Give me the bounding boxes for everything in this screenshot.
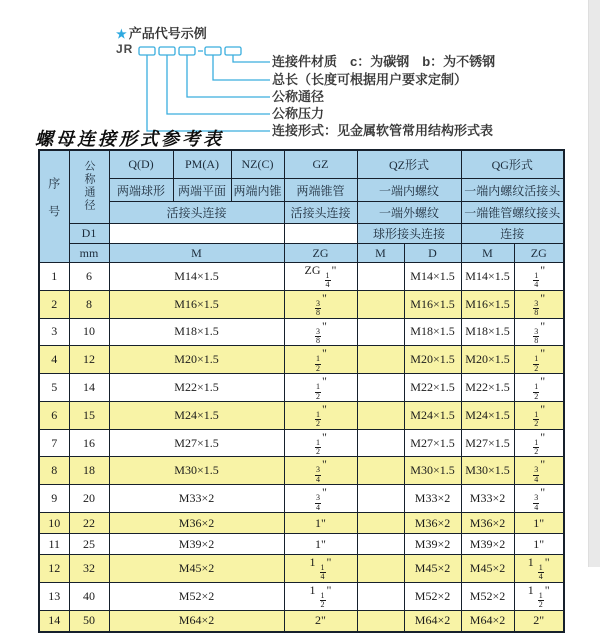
- cell-gz-zg: 1": [284, 513, 357, 534]
- cell-m: M18×1.5: [109, 318, 284, 346]
- cell-qz-d: M20×1.5: [404, 346, 461, 374]
- cell-qg-zg: $\frac{3}{8}$ ": [514, 318, 564, 346]
- cell-qg-m: M18×1.5: [461, 318, 514, 346]
- cell-qz-d: M24×1.5: [404, 401, 461, 429]
- code-box-5: [225, 47, 241, 55]
- header-desc-pma: 两端平面: [173, 179, 231, 202]
- cell-no: 10: [39, 513, 69, 534]
- header-desc-gz: 两端锥管: [284, 179, 357, 202]
- header-taper-thread-qg: 一端锥管螺纹接头: [461, 202, 564, 224]
- header-serial-no: 序号: [39, 150, 69, 263]
- cell-qg-m: M45×2: [461, 555, 514, 583]
- code-label-diameter: 公称通径: [272, 89, 325, 104]
- cell-qz-d: M27×1.5: [404, 429, 461, 457]
- header-unit-zg-qg: ZG: [514, 244, 564, 263]
- cell-m: M27×1.5: [109, 429, 284, 457]
- header-connection: 连接: [461, 224, 564, 244]
- cell-qz-m: [357, 534, 404, 555]
- cell-qg-m: M30×1.5: [461, 457, 514, 485]
- header-ball-joint-connection: 球形接头连接: [357, 224, 461, 244]
- cell-gz-zg: $\frac{3}{4}$ ": [284, 457, 357, 485]
- cell-no: 1: [39, 263, 69, 291]
- cell-no: 7: [39, 429, 69, 457]
- cell-m: M45×2: [109, 555, 284, 583]
- cell-qg-zg: $\frac{1}{2}$ ": [514, 429, 564, 457]
- cell-qg-zg: $\frac{1}{2}$ ": [514, 401, 564, 429]
- cell-qz-d: M64×2: [404, 610, 461, 632]
- table-row: [39, 513, 564, 534]
- table-row: [39, 534, 564, 555]
- table-row: [39, 374, 564, 402]
- table-title: 螺母连接形式参考表: [35, 129, 224, 149]
- cell-m: M64×2: [109, 610, 284, 632]
- cell-m: M20×1.5: [109, 346, 284, 374]
- table-row: [39, 318, 564, 346]
- code-label-connection: 连接形式：见金属软管常用结构形式表: [272, 123, 494, 138]
- header-form-pma: PM(A): [173, 150, 231, 179]
- cell-no: 8: [39, 457, 69, 485]
- table-row: [39, 429, 564, 457]
- cell-no: 9: [39, 485, 69, 513]
- cell-gz-zg: $\frac{3}{4}$ ": [284, 485, 357, 513]
- cell-no: 5: [39, 374, 69, 402]
- cell-qz-m: [357, 429, 404, 457]
- cell-qz-d: M22×1.5: [404, 374, 461, 402]
- header-empty-gz: [284, 224, 357, 244]
- cell-qg-zg: $\frac{3}{8}$ ": [514, 290, 564, 318]
- header-external-thread-qz: 一端外螺纹: [357, 202, 461, 224]
- header-unit-d-qz: D: [404, 244, 461, 263]
- cell-qg-zg: $\frac{1}{4}$ ": [514, 263, 564, 291]
- cell-qz-d: M36×2: [404, 513, 461, 534]
- cell-qz-d: M39×2: [404, 534, 461, 555]
- cell-gz-zg: $\frac{3}{8}$ ": [284, 318, 357, 346]
- code-label-length: 总长（长度可根据用户要求定制）: [272, 72, 468, 87]
- cell-qg-m: M39×2: [461, 534, 514, 555]
- cell-mm: 20: [69, 485, 109, 513]
- cell-qg-zg: 1 $\frac{1}{4}$ ": [514, 555, 564, 583]
- diagram-title-text: 产品代号示例: [128, 26, 207, 41]
- cell-qg-zg: $\frac{3}{4}$ ": [514, 457, 564, 485]
- header-unit-mm: mm: [69, 244, 109, 263]
- cell-qz-m: [357, 555, 404, 583]
- cell-qg-zg: $\frac{3}{4}$ ": [514, 485, 564, 513]
- cell-qz-d: M30×1.5: [404, 457, 461, 485]
- cell-mm: 32: [69, 555, 109, 583]
- diagram-title: [116, 23, 207, 42]
- cell-qg-m: M22×1.5: [461, 374, 514, 402]
- cell-qz-m: [357, 263, 404, 291]
- cell-no: 14: [39, 610, 69, 632]
- table-row: [39, 401, 564, 429]
- cell-m: M33×2: [109, 485, 284, 513]
- cell-m: M36×2: [109, 513, 284, 534]
- connector-line-1: [233, 55, 270, 62]
- connector-line-5: [147, 55, 270, 131]
- cell-no: 13: [39, 582, 69, 610]
- cell-gz-zg: $\frac{1}{2}$ ": [284, 401, 357, 429]
- cell-m: M24×1.5: [109, 401, 284, 429]
- header-empty-left: [109, 224, 284, 244]
- cell-qz-m: [357, 485, 404, 513]
- cell-m: M22×1.5: [109, 374, 284, 402]
- header-unit-m-qz: M: [357, 244, 404, 263]
- cell-gz-zg: 1 $\frac{1}{4}$ ": [284, 555, 357, 583]
- connector-line-2: [213, 55, 270, 80]
- star-icon: ★: [116, 27, 127, 41]
- header-nominal-diameter: 公称通径: [69, 150, 109, 224]
- header-desc-qz: 一端内螺纹: [357, 179, 461, 202]
- table-row: [39, 485, 564, 513]
- cell-gz-zg: $\frac{1}{2}$ ": [284, 429, 357, 457]
- header-form-qg: QG形式: [461, 150, 564, 179]
- cell-mm: 6: [69, 263, 109, 291]
- cell-qg-m: M64×2: [461, 610, 514, 632]
- code-box-4: [205, 47, 221, 55]
- header-form-gz: GZ: [284, 150, 357, 179]
- cell-mm: 12: [69, 346, 109, 374]
- cell-gz-zg: ZG $\frac{1}{4}$ ": [284, 263, 357, 291]
- cell-qg-zg: $\frac{1}{2}$ ": [514, 374, 564, 402]
- cell-mm: 8: [69, 290, 109, 318]
- cell-qg-m: M33×2: [461, 485, 514, 513]
- table-row: [39, 457, 564, 485]
- table-row: [39, 346, 564, 374]
- cell-qg-zg: 2": [514, 610, 564, 632]
- cell-mm: 22: [69, 513, 109, 534]
- cell-qz-m: [357, 457, 404, 485]
- table-row: [39, 582, 564, 610]
- header-unit-zg-gz: ZG: [284, 244, 357, 263]
- header-form-qd: Q(D): [109, 150, 173, 179]
- cell-qg-m: M16×1.5: [461, 290, 514, 318]
- cell-qz-d: M52×2: [404, 582, 461, 610]
- cell-mm: 16: [69, 429, 109, 457]
- cell-gz-zg: $\frac{3}{8}$ ": [284, 290, 357, 318]
- cell-qg-zg: $\frac{1}{2}$ ": [514, 346, 564, 374]
- cell-qz-m: [357, 346, 404, 374]
- code-box-1: [139, 47, 155, 55]
- cell-mm: 14: [69, 374, 109, 402]
- header-form-qz: QZ形式: [357, 150, 461, 179]
- code-label-material: 连接件材质 c：为碳钢 b：为不锈钢: [272, 54, 496, 69]
- table-row: [39, 263, 564, 291]
- cell-qg-zg: 1": [514, 513, 564, 534]
- table-row: [39, 290, 564, 318]
- cell-m: M39×2: [109, 534, 284, 555]
- cell-no: 11: [39, 534, 69, 555]
- cell-qz-m: [357, 610, 404, 632]
- cell-qz-d: M33×2: [404, 485, 461, 513]
- cell-no: 12: [39, 555, 69, 583]
- cell-qz-m: [357, 401, 404, 429]
- cell-no: 4: [39, 346, 69, 374]
- header-unit-m-qg: M: [461, 244, 514, 263]
- code-box-3: [179, 47, 195, 55]
- cell-mm: 15: [69, 401, 109, 429]
- cell-qz-m: [357, 513, 404, 534]
- cell-gz-zg: 1 $\frac{1}{2}$ ": [284, 582, 357, 610]
- header-union-connection-gz: 活接头连接: [284, 202, 357, 224]
- table-row: [39, 610, 564, 632]
- cell-no: 6: [39, 401, 69, 429]
- cell-m: M52×2: [109, 582, 284, 610]
- cell-qz-m: [357, 290, 404, 318]
- code-label-pressure: 公称压力: [272, 106, 325, 121]
- cell-qg-m: M36×2: [461, 513, 514, 534]
- header-desc-qd: 两端球形: [109, 179, 173, 202]
- nut-connection-reference-table: [38, 149, 565, 633]
- cell-qz-d: M45×2: [404, 555, 461, 583]
- cell-qg-zg: 1": [514, 534, 564, 555]
- cell-qg-zg: 1 $\frac{1}{2}$ ": [514, 582, 564, 610]
- header-form-nzc: NZ(C): [231, 150, 284, 179]
- cell-mm: 50: [69, 610, 109, 632]
- header-desc-nzc: 两端内锥: [231, 179, 284, 202]
- cell-mm: 18: [69, 457, 109, 485]
- cell-qz-m: [357, 582, 404, 610]
- cell-m: M16×1.5: [109, 290, 284, 318]
- connector-line-3: [187, 55, 270, 97]
- cell-mm: 25: [69, 534, 109, 555]
- cell-gz-zg: $\frac{1}{2}$ ": [284, 374, 357, 402]
- cell-gz-zg: 1": [284, 534, 357, 555]
- cell-qz-d: M14×1.5: [404, 263, 461, 291]
- cell-qz-m: [357, 374, 404, 402]
- table-row: [39, 555, 564, 583]
- header-union-connection: 活接头连接: [109, 202, 284, 224]
- code-prefix: JR: [116, 42, 134, 56]
- cell-qg-m: M20×1.5: [461, 346, 514, 374]
- cell-gz-zg: 2": [284, 610, 357, 632]
- cell-qg-m: M27×1.5: [461, 429, 514, 457]
- cell-no: 3: [39, 318, 69, 346]
- header-desc-qg: 一端内螺纹活接头: [461, 179, 564, 202]
- cell-qg-m: M24×1.5: [461, 401, 514, 429]
- cell-qg-m: M52×2: [461, 582, 514, 610]
- header-unit-m: M: [109, 244, 284, 263]
- cell-qz-d: M18×1.5: [404, 318, 461, 346]
- header-d1: D1: [69, 224, 109, 244]
- cell-qz-d: M16×1.5: [404, 290, 461, 318]
- cell-m: M14×1.5: [109, 263, 284, 291]
- cell-m: M30×1.5: [109, 457, 284, 485]
- connector-line-4: [167, 55, 270, 114]
- code-box-2: [159, 47, 175, 55]
- cell-gz-zg: $\frac{1}{2}$ ": [284, 346, 357, 374]
- cell-qg-m: M14×1.5: [461, 263, 514, 291]
- cell-mm: 40: [69, 582, 109, 610]
- cell-qz-m: [357, 318, 404, 346]
- cell-no: 2: [39, 290, 69, 318]
- cell-mm: 10: [69, 318, 109, 346]
